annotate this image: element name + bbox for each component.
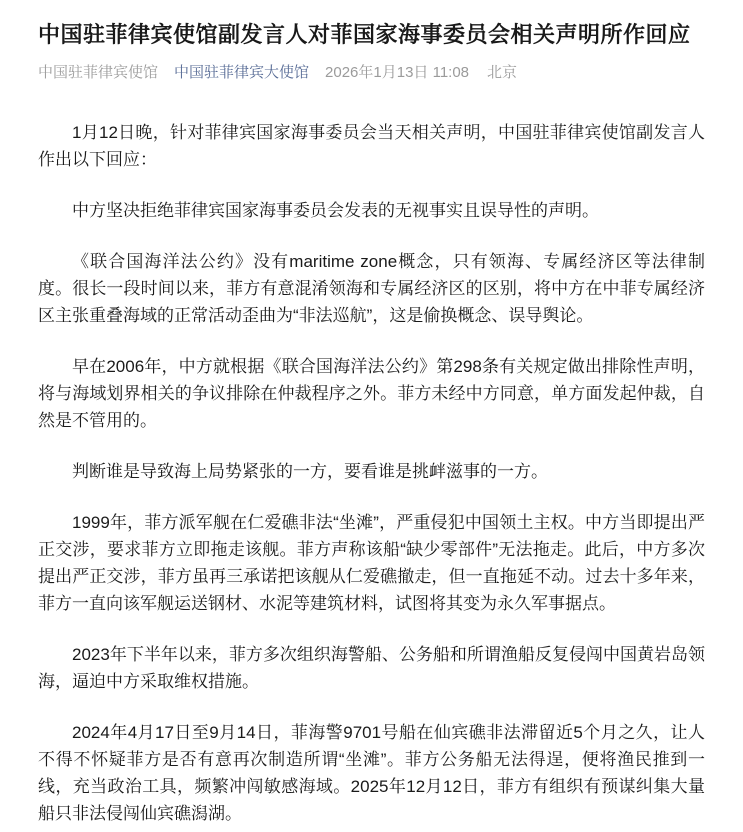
article-body <box>38 119 705 827</box>
paragraph-1999-grounding: 1999年，菲方派军舰在仁爱礁非法“坐滩”，严重侵犯中国领土主权。中方当即提出严正交涉，要求菲方立即拖走该舰。菲方声称该船“缺少零部件”无法拖走。此后，中方多次提出严正交涉，菲方虽再三承诺把该舰从仁爱礁撤走，但一直拖延不动。过去十多年来，菲方一直向该军舰运送钢材、水泥等建筑材料，试图将其变为永久军事据点。 <box>38 512 705 613</box>
article-meta <box>38 63 705 83</box>
article-title: 中国驻菲律宾使馆副发言人对菲国家海事委员会相关声明所作回应 <box>38 22 691 47</box>
paragraph-2023-intrusions: 2023年下半年以来，菲方多次组织海警船、公务船和所谓渔船反复侵闯中国黄岩岛领海，逼迫中方采取维权措施。 <box>38 644 705 691</box>
publish-location: 北京 <box>487 63 518 81</box>
paragraph-rejection: 中方坚决拒绝菲律宾国家海事委员会发表的无视事实且误导性的声明。 <box>72 200 599 220</box>
account-link[interactable]: 中国驻菲律宾大使馆 <box>174 63 310 81</box>
paragraph-2006-declaration: 早在2006年，中方就根据《联合国海洋法公约》第298条有关规定做出排除性声明，将与海域划界相关的争议排除在仲裁程序之外。菲方未经中方同意，单方面发起仲裁，自然是不管用的。 <box>38 356 705 430</box>
paragraph-tension-judgement: 判断谁是导致海上局势紧张的一方，要看谁是挑衅滋事的一方。 <box>72 461 548 481</box>
paragraph-intro: 1月12日晚，针对菲律宾国家海事委员会当天相关声明，中国驻菲律宾使馆副发言人作出以下回应： <box>38 122 705 169</box>
publish-datetime: 2026年1月13日 11:08 <box>325 63 470 81</box>
paragraph-2024-2025-incidents: 2024年4月17日至9月14日，菲海警9701号船在仙宾礁非法滞留近5个月之久，让人不得不怀疑菲方是否有意再次制造所谓“坐滩”。菲方公务船无法得逞，便将渔民推到一线，充当政治工具，频繁冲闯敏感海域。2025年12月12日，菲方有组织有预谋纠集大量船只非法侵闯仙宾礁潟湖。 <box>38 722 705 823</box>
paragraph-unclos-maritime-zone: 《联合国海洋法公约》没有maritime zone概念，只有领海、专属经济区等法律制度。很长一段时间以来，菲方有意混淆领海和专属经济区的区别，将中方在中菲专属经济区主张重叠海域的正常活动歪曲为“非法巡航”，这是偷换概念、误导舆论。 <box>38 251 705 325</box>
author-name: 中国驻菲律宾使馆 <box>38 63 159 81</box>
